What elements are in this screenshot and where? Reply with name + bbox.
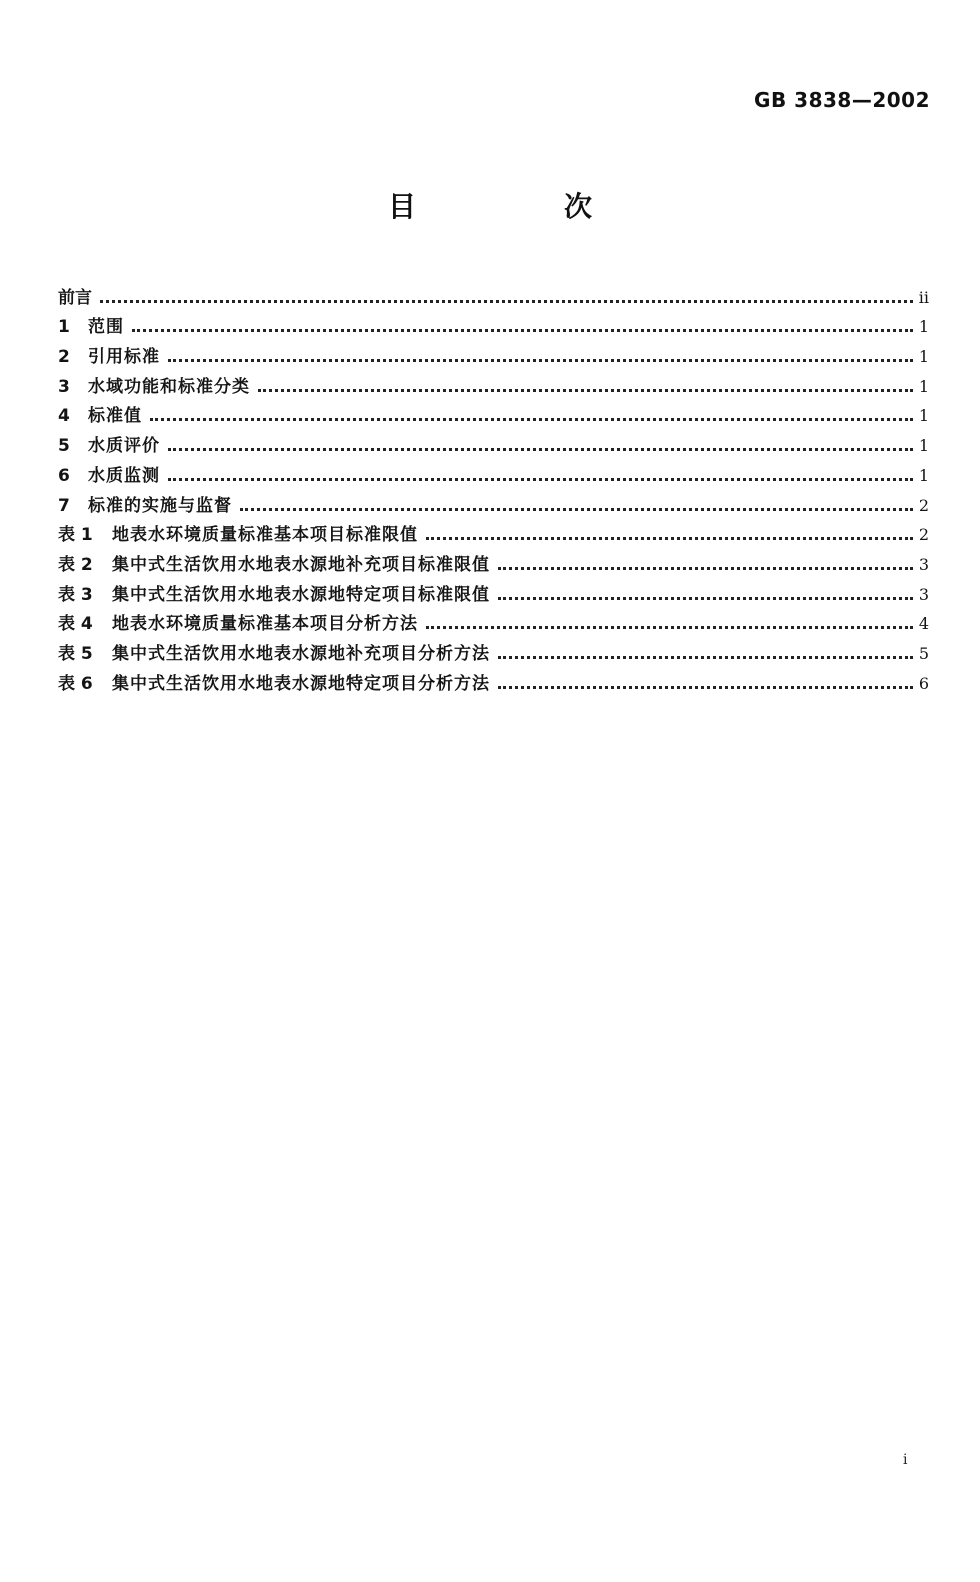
- toc-entry-number: 表 5: [58, 643, 93, 664]
- toc-entry-title: 地表水环境质量标准基本项目标准限值: [112, 525, 418, 546]
- toc-entry-page: 5: [918, 643, 929, 663]
- toc-entry-number: 表 3: [58, 584, 93, 605]
- toc-entry-number: 表 2: [58, 554, 93, 575]
- toc-entry-title: 集中式生活饮用水地表水源地补充项目分析方法: [112, 643, 490, 664]
- toc-entry-page: 4: [918, 614, 929, 634]
- toc-entry-title: 水质评价: [88, 436, 160, 457]
- toc-entry-title: 集中式生活饮用水地表水源地补充项目标准限值: [112, 554, 490, 575]
- dot-leader: [426, 536, 913, 540]
- toc-entry-title: 引用标准: [88, 347, 160, 368]
- toc-entry-page: 6: [918, 673, 929, 693]
- toc-entry-number: 前言: [58, 287, 92, 308]
- toc-entry-table-1[interactable]: [58, 517, 929, 547]
- toc-entry-page: 1: [918, 406, 929, 426]
- toc-entry-table-5[interactable]: [58, 635, 929, 665]
- dot-leader: [150, 417, 913, 421]
- toc-entry-2[interactable]: [58, 338, 929, 368]
- toc-entry-number: 6: [58, 465, 70, 486]
- toc-entry-3[interactable]: [58, 368, 929, 398]
- toc-entry-title: 集中式生活饮用水地表水源地特定项目分析方法: [112, 673, 490, 694]
- dot-leader: [498, 655, 913, 659]
- toc-entry-number: 表 6: [58, 673, 93, 694]
- toc-entry-number: 3: [58, 376, 70, 397]
- toc-entry-4[interactable]: [58, 398, 929, 428]
- toc-entry-5[interactable]: [58, 427, 929, 457]
- dot-leader: [498, 596, 913, 600]
- toc-entry-foreword[interactable]: [58, 279, 929, 309]
- dot-leader: [168, 477, 913, 481]
- dot-leader: [168, 447, 913, 451]
- toc-entry-table-2[interactable]: [58, 546, 929, 576]
- toc-entry-page: 3: [918, 584, 929, 604]
- toc-entry-number: 表 4: [58, 614, 93, 635]
- dot-leader: [168, 358, 913, 362]
- toc-entry-page: 1: [918, 465, 929, 485]
- toc-entry-title: 集中式生活饮用水地表水源地特定项目标准限值: [112, 584, 490, 605]
- toc-entry-table-4[interactable]: [58, 606, 929, 636]
- table-of-contents: [58, 279, 929, 695]
- page-number: i: [903, 1452, 908, 1468]
- toc-entry-page: 2: [918, 525, 929, 545]
- toc-entry-title: 水质监测: [88, 465, 160, 486]
- toc-entry-number: 表 1: [58, 525, 93, 546]
- dot-leader: [240, 507, 913, 511]
- toc-entry-number: 7: [58, 495, 70, 516]
- dot-leader: [498, 685, 913, 689]
- dot-leader: [258, 388, 913, 392]
- toc-entry-page: 1: [918, 347, 929, 367]
- toc-entry-table-3[interactable]: [58, 576, 929, 606]
- toc-entry-title: 标准值: [88, 406, 142, 427]
- toc-entry-page: 1: [918, 317, 929, 337]
- toc-entry-number: 5: [58, 436, 70, 457]
- dot-leader: [100, 299, 913, 303]
- toc-entry-page: 3: [918, 554, 929, 574]
- toc-entry-6[interactable]: [58, 457, 929, 487]
- dot-leader: [426, 625, 913, 629]
- dot-leader: [498, 566, 913, 570]
- document-code: GB 3838—2002: [754, 88, 930, 112]
- toc-entry-page: ii: [918, 287, 929, 307]
- toc-entry-1[interactable]: [58, 309, 929, 339]
- toc-entry-title: 标准的实施与监督: [88, 495, 232, 516]
- page-title: 目 次: [387, 190, 652, 223]
- toc-entry-page: 2: [918, 495, 929, 515]
- toc-entry-title: 地表水环境质量标准基本项目分析方法: [112, 614, 418, 635]
- toc-entry-page: 1: [918, 376, 929, 396]
- toc-entry-page: 1: [918, 436, 929, 456]
- toc-entry-number: 1: [58, 317, 70, 338]
- dot-leader: [132, 328, 913, 332]
- toc-entry-title: 范围: [88, 317, 124, 338]
- toc-entry-table-6[interactable]: [58, 665, 929, 695]
- toc-entry-number: 4: [58, 406, 70, 427]
- toc-entry-title: 水域功能和标准分类: [88, 376, 250, 397]
- toc-entry-number: 2: [58, 347, 70, 368]
- toc-entry-7[interactable]: [58, 487, 929, 517]
